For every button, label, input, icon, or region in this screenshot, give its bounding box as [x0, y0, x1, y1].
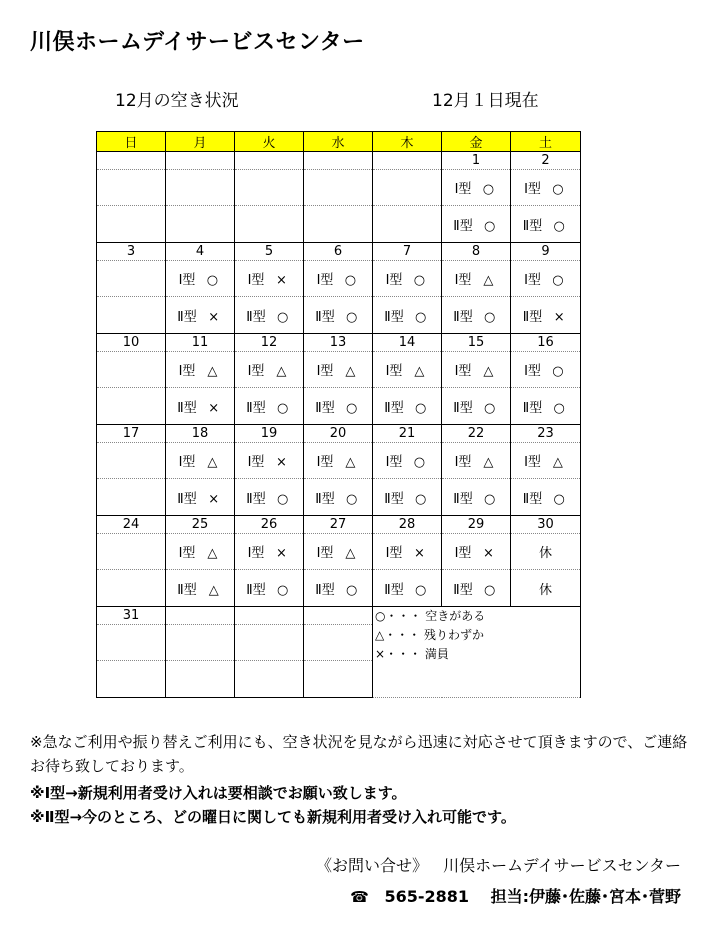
legend-text: ・・・ 満員 [385, 647, 449, 661]
type2-slot [97, 388, 166, 425]
type2-slot [166, 570, 235, 607]
weekday-cell: 水 [304, 132, 373, 152]
legend-symbol: × [375, 647, 386, 661]
type2-slot [304, 388, 373, 425]
availability-mark: ○ [277, 400, 289, 416]
type1-slot [97, 170, 166, 206]
staff-names: 担当:伊藤･佐藤･宮本･菅野 [490, 887, 681, 906]
type2-slot [166, 661, 235, 698]
type2-slot [442, 297, 511, 334]
availability-mark: △ [345, 546, 356, 561]
availability-mark: △ [208, 582, 219, 598]
availability-mark: ○ [413, 273, 426, 288]
availability-mark: ○ [346, 400, 358, 416]
service-type-label: Ⅰ型 [247, 455, 265, 470]
availability-mark: ○ [415, 400, 427, 416]
type2-slot [97, 206, 166, 243]
type1-slot [304, 443, 373, 479]
type1-slot [304, 261, 373, 297]
service-type-label: Ⅱ型 [453, 491, 473, 507]
type2-slot [166, 206, 235, 243]
weekday-cell: 月 [166, 132, 235, 152]
type2-slot [373, 570, 442, 607]
type1-slot [235, 352, 304, 388]
service-type-label: Ⅱ型 [246, 582, 266, 598]
contact-label: 《お問い合せ》 [315, 856, 428, 875]
service-type-label: Ⅱ型 [315, 400, 335, 416]
date-cell: 19 [235, 425, 304, 443]
availability-mark: ○ [277, 491, 289, 507]
type1-slot [166, 625, 235, 661]
date-cell: 27 [304, 516, 373, 534]
type2-slot [373, 479, 442, 516]
type2-slot [511, 479, 581, 516]
date-cell: 26 [235, 516, 304, 534]
date-cell: 6 [304, 243, 373, 261]
type1-slot [97, 443, 166, 479]
availability-mark: △ [207, 364, 218, 379]
service-type-label: Ⅰ型 [385, 455, 403, 470]
service-type-label: Ⅱ型 [177, 400, 197, 416]
weekday-cell: 木 [373, 132, 442, 152]
date-cell: 11 [166, 334, 235, 352]
date-cell: 10 [97, 334, 166, 352]
type1-slot [373, 261, 442, 297]
date-cell: 17 [97, 425, 166, 443]
availability-mark: × [482, 546, 494, 561]
date-cell [166, 607, 235, 625]
closed-mark: 休 [538, 546, 552, 561]
availability-mark: △ [483, 455, 494, 470]
availability-mark: △ [552, 455, 563, 470]
type1-slot [304, 534, 373, 570]
availability-mark: ○ [482, 182, 495, 197]
note-type1: ※Ⅰ型→新規利用者受け入れは要相談でお願い致します。 [30, 784, 407, 802]
service-type-label: Ⅰ型 [454, 546, 472, 561]
type2-slot [97, 570, 166, 607]
legend-text: ・・・ 残りわずか [384, 628, 485, 642]
service-type-label: Ⅰ型 [454, 364, 472, 379]
type2-slot [166, 479, 235, 516]
availability-mark: ○ [552, 182, 564, 197]
availability-mark: ○ [553, 491, 565, 507]
service-type-label: Ⅰ型 [385, 364, 403, 379]
service-type-label: Ⅱ型 [315, 491, 335, 507]
service-type-label: Ⅱ型 [384, 400, 404, 416]
availability-mark: × [413, 546, 425, 561]
date-cell: 2 [511, 152, 581, 170]
date-row [97, 243, 581, 261]
date-cell: 12 [235, 334, 304, 352]
legend [373, 607, 581, 698]
date-cell: 9 [511, 243, 581, 261]
service-type-label: Ⅰ型 [524, 182, 541, 197]
service-type-label: Ⅱ型 [246, 309, 266, 325]
service-type-label: Ⅰ型 [524, 455, 541, 470]
service-type-label: Ⅰ型 [454, 273, 472, 288]
date-cell: 14 [373, 334, 442, 352]
legend-symbol: ○ [375, 609, 386, 623]
service-type-label: Ⅱ型 [522, 309, 543, 325]
date-cell: 20 [304, 425, 373, 443]
type1-slot [235, 625, 304, 661]
type1-slot [166, 443, 235, 479]
service-type-label: Ⅰ型 [385, 546, 403, 561]
type1-row [97, 443, 581, 479]
availability-mark: × [275, 455, 287, 470]
type1-slot [442, 352, 511, 388]
date-cell: 24 [97, 516, 166, 534]
availability-mark: ○ [415, 309, 427, 325]
type2-slot [373, 297, 442, 334]
type1-slot [442, 534, 511, 570]
availability-mark: ○ [415, 491, 427, 507]
availability-mark: ○ [484, 218, 496, 234]
availability-heading: 12月の空き状況 [115, 91, 239, 111]
date-cell: 18 [166, 425, 235, 443]
type2-slot [97, 297, 166, 334]
date-cell: 7 [373, 243, 442, 261]
type1-slot [304, 170, 373, 206]
type2-slot [442, 206, 511, 243]
service-type-label: Ⅱ型 [522, 218, 543, 234]
type1-slot [97, 625, 166, 661]
type1-slot [304, 352, 373, 388]
type1-slot [97, 352, 166, 388]
availability-mark: ○ [552, 364, 564, 379]
date-cell [166, 152, 235, 170]
date-row [97, 607, 581, 625]
type2-slot [511, 206, 581, 243]
type2-slot [304, 570, 373, 607]
type2-slot [304, 297, 373, 334]
service-type-label: Ⅱ型 [522, 400, 543, 416]
availability-mark: × [208, 309, 220, 325]
type1-slot [442, 170, 511, 206]
availability-mark: △ [207, 546, 218, 561]
type1-slot [373, 443, 442, 479]
date-cell: 22 [442, 425, 511, 443]
type2-row [97, 206, 581, 243]
date-cell [97, 152, 166, 170]
service-type-label: Ⅱ型 [315, 582, 335, 598]
weekday-cell: 日 [97, 132, 166, 152]
date-cell: 15 [442, 334, 511, 352]
availability-mark: ○ [277, 582, 289, 598]
type2-slot [442, 388, 511, 425]
type1-slot [511, 170, 581, 206]
type1-slot [166, 352, 235, 388]
date-cell: 4 [166, 243, 235, 261]
type1-slot [166, 534, 235, 570]
availability-mark: ○ [415, 582, 427, 598]
service-type-label: Ⅰ型 [385, 273, 403, 288]
type1-slot [166, 261, 235, 297]
type2-slot [235, 570, 304, 607]
service-type-label: Ⅰ型 [454, 455, 472, 470]
date-row [97, 516, 581, 534]
legend-item [375, 645, 580, 664]
type1-row [97, 352, 581, 388]
service-type-label: Ⅱ型 [384, 582, 404, 598]
service-type-label: Ⅱ型 [453, 400, 473, 416]
type2-slot [442, 479, 511, 516]
type2-slot [304, 661, 373, 698]
type2-row [97, 388, 581, 425]
availability-mark: ○ [206, 273, 219, 288]
service-type-label: Ⅱ型 [177, 582, 197, 598]
weekday-cell: 土 [511, 132, 581, 152]
type2-slot [235, 206, 304, 243]
date-cell: 29 [442, 516, 511, 534]
availability-mark: ○ [346, 491, 358, 507]
type1-slot [511, 352, 581, 388]
type1-slot [373, 352, 442, 388]
date-cell: 31 [97, 607, 166, 625]
legend-item [375, 626, 580, 645]
service-type-label: Ⅱ型 [315, 309, 335, 325]
service-type-label: Ⅱ型 [522, 491, 543, 507]
weekday-cell: 金 [442, 132, 511, 152]
date-cell [373, 152, 442, 170]
type2-slot [166, 388, 235, 425]
date-cell: 13 [304, 334, 373, 352]
date-row [97, 334, 581, 352]
availability-mark: ○ [553, 218, 565, 234]
type2-slot [442, 570, 511, 607]
date-cell: 30 [511, 516, 581, 534]
note-type2: ※Ⅱ型→今のところ、どの曜日に関しても新規利用者受け入れ可能です。 [30, 808, 516, 826]
type1-row [97, 170, 581, 206]
type2-slot [304, 479, 373, 516]
service-type-label: Ⅱ型 [177, 309, 197, 325]
type1-slot [304, 625, 373, 661]
service-type-label: Ⅱ型 [246, 400, 266, 416]
service-type-label: Ⅱ型 [453, 582, 473, 598]
date-cell: 28 [373, 516, 442, 534]
service-type-label: Ⅰ型 [247, 364, 265, 379]
legend-item [375, 607, 580, 626]
service-type-label: Ⅰ型 [178, 364, 196, 379]
availability-mark: ○ [346, 582, 358, 598]
type2-slot [373, 388, 442, 425]
date-cell [304, 607, 373, 625]
type1-row [97, 261, 581, 297]
availability-mark: ○ [484, 491, 496, 507]
availability-mark: × [553, 309, 565, 325]
date-row [97, 425, 581, 443]
service-type-label: Ⅰ型 [316, 273, 334, 288]
availability-mark: ○ [484, 400, 496, 416]
type1-slot [97, 534, 166, 570]
availability-mark: △ [345, 364, 356, 379]
type1-slot [511, 443, 581, 479]
availability-mark: △ [345, 455, 356, 470]
date-cell [235, 152, 304, 170]
service-type-label: Ⅰ型 [178, 273, 196, 288]
date-cell: 23 [511, 425, 581, 443]
service-type-label: Ⅰ型 [178, 546, 196, 561]
service-type-label: Ⅱ型 [177, 491, 197, 507]
page-title: 川俣ホームデイサービスセンター [30, 30, 365, 55]
type1-slot [97, 261, 166, 297]
date-cell: 25 [166, 516, 235, 534]
service-type-label: Ⅱ型 [384, 491, 404, 507]
type1-slot [235, 443, 304, 479]
availability-mark: × [208, 400, 220, 416]
type1-slot [235, 261, 304, 297]
phone-number: 565-2881 [384, 887, 470, 906]
availability-mark: ○ [277, 309, 289, 325]
date-cell [304, 152, 373, 170]
type1-slot [235, 170, 304, 206]
type2-slot [235, 388, 304, 425]
availability-mark: △ [483, 364, 494, 379]
date-cell: 21 [373, 425, 442, 443]
type2-slot [373, 206, 442, 243]
service-type-label: Ⅰ型 [247, 546, 265, 561]
type2-slot [235, 297, 304, 334]
service-type-label: Ⅰ型 [316, 455, 334, 470]
type2-slot [97, 479, 166, 516]
availability-mark: ○ [413, 455, 426, 470]
legend-text: ・・・ 空きがある [385, 609, 486, 623]
type1-slot [442, 443, 511, 479]
service-type-label: Ⅱ型 [384, 309, 404, 325]
availability-mark: ○ [484, 309, 496, 325]
date-cell [235, 607, 304, 625]
as-of-date: 12月１日現在 [432, 91, 539, 111]
service-type-label: Ⅰ型 [316, 364, 334, 379]
weekday-header [97, 132, 581, 152]
service-type-label: Ⅰ型 [524, 364, 541, 379]
type2-slot [511, 297, 581, 334]
type1-slot [373, 534, 442, 570]
type1-row [97, 534, 581, 570]
availability-mark: ○ [552, 273, 564, 288]
phone-line [350, 884, 681, 907]
type2-slot [166, 297, 235, 334]
note-flexible-use: ※急なご利用や振り替えご利用にも、空き状況を見ながら迅速に対応させて頂きますので、ご連絡お待ち致しております。 [30, 733, 688, 775]
type2-slot [235, 479, 304, 516]
date-cell: 16 [511, 334, 581, 352]
type2-row [97, 297, 581, 334]
date-cell: 3 [97, 243, 166, 261]
availability-mark: ○ [484, 582, 496, 598]
type2-slot [304, 206, 373, 243]
legend-symbol: △ [375, 628, 385, 642]
type2-slot [511, 388, 581, 425]
type1-slot [511, 534, 581, 570]
closed-mark: 休 [538, 582, 552, 598]
service-type-label: Ⅰ型 [454, 182, 472, 197]
telephone-icon: ☎ [350, 888, 369, 906]
availability-calendar [96, 131, 581, 698]
date-cell: 8 [442, 243, 511, 261]
date-row [97, 152, 581, 170]
availability-mark: △ [207, 455, 218, 470]
weekday-cell: 火 [235, 132, 304, 152]
availability-mark: × [275, 273, 287, 288]
availability-mark: ○ [553, 400, 565, 416]
type1-slot [511, 261, 581, 297]
service-type-label: Ⅰ型 [247, 273, 265, 288]
contact-line [316, 853, 681, 876]
availability-mark: × [275, 546, 287, 561]
availability-mark: △ [483, 273, 494, 288]
service-type-label: Ⅱ型 [453, 218, 473, 234]
availability-mark: △ [276, 364, 287, 379]
service-type-label: Ⅱ型 [453, 309, 473, 325]
date-cell: 5 [235, 243, 304, 261]
type1-slot [166, 170, 235, 206]
service-type-label: Ⅰ型 [178, 455, 196, 470]
availability-mark: × [208, 491, 220, 507]
service-type-label: Ⅰ型 [524, 273, 541, 288]
type1-slot [442, 261, 511, 297]
availability-mark: △ [414, 364, 425, 379]
availability-mark: ○ [344, 273, 357, 288]
type1-slot [373, 170, 442, 206]
type2-row [97, 570, 581, 607]
type2-row [97, 479, 581, 516]
type2-slot [511, 570, 581, 607]
date-cell: 1 [442, 152, 511, 170]
type1-slot [235, 534, 304, 570]
type2-slot [235, 661, 304, 698]
service-type-label: Ⅱ型 [246, 491, 266, 507]
availability-mark: ○ [346, 309, 358, 325]
contact-name: 川俣ホームデイサービスセンター [443, 856, 681, 875]
service-type-label: Ⅰ型 [316, 546, 334, 561]
type2-slot [97, 661, 166, 698]
